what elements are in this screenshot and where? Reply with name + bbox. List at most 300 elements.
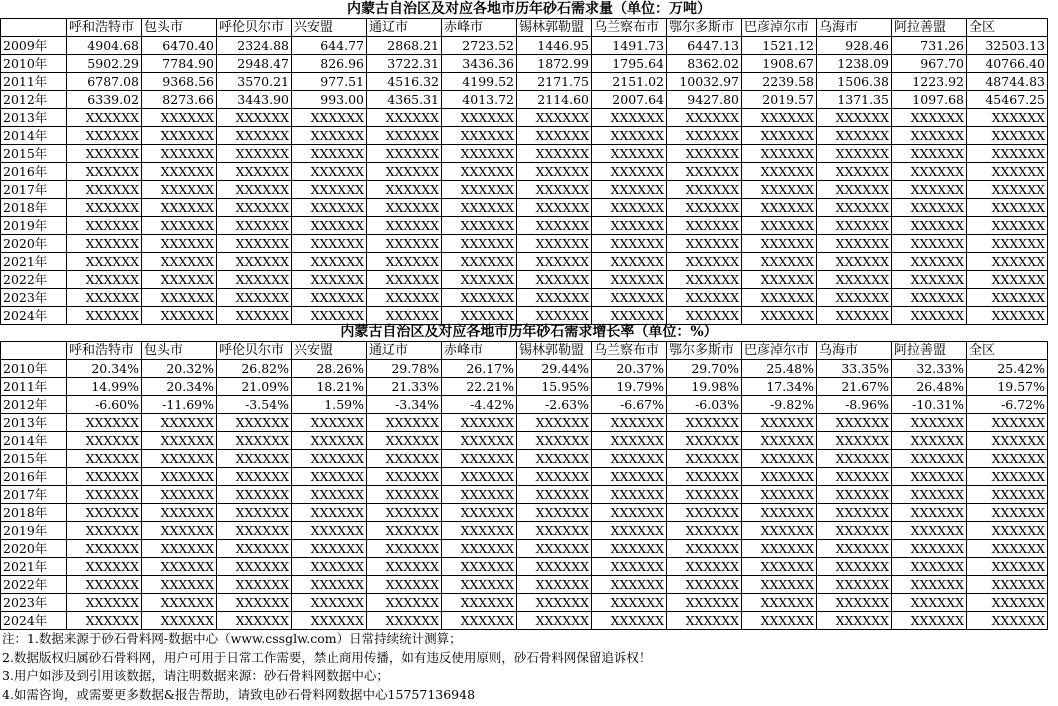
- value-cell[interactable]: XXXXXX: [67, 199, 142, 217]
- value-cell[interactable]: 6787.08: [67, 73, 142, 91]
- value-cell[interactable]: XXXXXX: [442, 217, 517, 235]
- value-cell[interactable]: XXXXXX: [67, 450, 142, 468]
- value-cell[interactable]: 20.34%: [67, 360, 142, 378]
- value-cell[interactable]: XXXXXX: [142, 217, 217, 235]
- value-cell[interactable]: XXXXXX: [592, 217, 667, 235]
- value-cell[interactable]: XXXXXX: [742, 163, 817, 181]
- year-cell[interactable]: 2015年: [1, 450, 67, 468]
- value-cell[interactable]: XXXXXX: [292, 271, 367, 289]
- value-cell[interactable]: 2239.58: [742, 73, 817, 91]
- value-cell[interactable]: XXXXXX: [817, 468, 892, 486]
- value-cell[interactable]: XXXXXX: [217, 163, 292, 181]
- year-cell[interactable]: 2011年: [1, 378, 67, 396]
- value-cell[interactable]: XXXXXX: [142, 558, 217, 576]
- value-cell[interactable]: XXXXXX: [367, 163, 442, 181]
- value-cell[interactable]: XXXXXX: [517, 145, 592, 163]
- value-cell[interactable]: XXXXXX: [142, 199, 217, 217]
- value-cell[interactable]: XXXXXX: [892, 432, 967, 450]
- year-cell[interactable]: 2022年: [1, 271, 67, 289]
- value-cell[interactable]: XXXXXX: [592, 307, 667, 325]
- value-cell[interactable]: XXXXXX: [967, 540, 1048, 558]
- value-cell[interactable]: 731.26: [892, 37, 967, 55]
- value-cell[interactable]: XXXXXX: [892, 109, 967, 127]
- value-cell[interactable]: XXXXXX: [217, 199, 292, 217]
- value-cell[interactable]: XXXXXX: [292, 199, 367, 217]
- value-cell[interactable]: -6.60%: [67, 396, 142, 414]
- value-cell[interactable]: XXXXXX: [967, 181, 1048, 199]
- value-cell[interactable]: XXXXXX: [292, 109, 367, 127]
- value-cell[interactable]: XXXXXX: [667, 576, 742, 594]
- value-cell[interactable]: 4199.52: [442, 73, 517, 91]
- year-cell[interactable]: 2013年: [1, 414, 67, 432]
- value-cell[interactable]: XXXXXX: [667, 289, 742, 307]
- value-cell[interactable]: -3.34%: [367, 396, 442, 414]
- value-cell[interactable]: XXXXXX: [817, 486, 892, 504]
- value-cell[interactable]: 17.34%: [742, 378, 817, 396]
- value-cell[interactable]: XXXXXX: [667, 612, 742, 630]
- value-cell[interactable]: XXXXXX: [367, 540, 442, 558]
- value-cell[interactable]: XXXXXX: [592, 271, 667, 289]
- value-cell[interactable]: 3443.90: [217, 91, 292, 109]
- value-cell[interactable]: 4365.31: [367, 91, 442, 109]
- value-cell[interactable]: XXXXXX: [817, 199, 892, 217]
- value-cell[interactable]: 19.57%: [967, 378, 1048, 396]
- column-header[interactable]: 包头市: [142, 19, 217, 37]
- year-cell[interactable]: 2024年: [1, 612, 67, 630]
- value-cell[interactable]: XXXXXX: [742, 576, 817, 594]
- value-cell[interactable]: XXXXXX: [367, 127, 442, 145]
- column-header[interactable]: 巴彦淖尔市: [742, 19, 817, 37]
- value-cell[interactable]: XXXXXX: [592, 594, 667, 612]
- value-cell[interactable]: XXXXXX: [967, 414, 1048, 432]
- value-cell[interactable]: XXXXXX: [892, 217, 967, 235]
- column-header[interactable]: 锡林郭勒盟: [517, 342, 592, 360]
- value-cell[interactable]: XXXXXX: [967, 199, 1048, 217]
- value-cell[interactable]: XXXXXX: [292, 450, 367, 468]
- value-cell[interactable]: XXXXXX: [142, 468, 217, 486]
- value-cell[interactable]: 1371.35: [817, 91, 892, 109]
- value-cell[interactable]: XXXXXX: [592, 253, 667, 271]
- column-header[interactable]: 阿拉善盟: [892, 19, 967, 37]
- value-cell[interactable]: 26.48%: [892, 378, 967, 396]
- value-cell[interactable]: XXXXXX: [292, 612, 367, 630]
- year-cell[interactable]: 2012年: [1, 396, 67, 414]
- value-cell[interactable]: 14.99%: [67, 378, 142, 396]
- value-cell[interactable]: 3570.21: [217, 73, 292, 91]
- year-cell[interactable]: 2015年: [1, 145, 67, 163]
- value-cell[interactable]: XXXXXX: [817, 127, 892, 145]
- value-cell[interactable]: 5902.29: [67, 55, 142, 73]
- value-cell[interactable]: XXXXXX: [742, 468, 817, 486]
- value-cell[interactable]: XXXXXX: [442, 235, 517, 253]
- value-cell[interactable]: XXXXXX: [967, 594, 1048, 612]
- value-cell[interactable]: 2151.02: [592, 73, 667, 91]
- value-cell[interactable]: XXXXXX: [742, 127, 817, 145]
- value-cell[interactable]: XXXXXX: [667, 468, 742, 486]
- value-cell[interactable]: XXXXXX: [442, 522, 517, 540]
- value-cell[interactable]: XXXXXX: [367, 181, 442, 199]
- value-cell[interactable]: XXXXXX: [442, 540, 517, 558]
- value-cell[interactable]: XXXXXX: [667, 432, 742, 450]
- value-cell[interactable]: XXXXXX: [817, 181, 892, 199]
- value-cell[interactable]: XXXXXX: [142, 109, 217, 127]
- value-cell[interactable]: 25.48%: [742, 360, 817, 378]
- value-cell[interactable]: 6470.40: [142, 37, 217, 55]
- value-cell[interactable]: XXXXXX: [292, 307, 367, 325]
- corner-cell[interactable]: [1, 19, 67, 37]
- value-cell[interactable]: XXXXXX: [667, 235, 742, 253]
- value-cell[interactable]: -6.72%: [967, 396, 1048, 414]
- column-header[interactable]: 通辽市: [367, 342, 442, 360]
- year-cell[interactable]: 2014年: [1, 432, 67, 450]
- year-cell[interactable]: 2012年: [1, 91, 67, 109]
- value-cell[interactable]: XXXXXX: [142, 612, 217, 630]
- value-cell[interactable]: 3436.36: [442, 55, 517, 73]
- column-header[interactable]: 乌兰察布市: [592, 342, 667, 360]
- value-cell[interactable]: XXXXXX: [367, 450, 442, 468]
- value-cell[interactable]: XXXXXX: [892, 468, 967, 486]
- value-cell[interactable]: XXXXXX: [892, 307, 967, 325]
- value-cell[interactable]: 18.21%: [292, 378, 367, 396]
- value-cell[interactable]: XXXXXX: [667, 181, 742, 199]
- value-cell[interactable]: XXXXXX: [742, 540, 817, 558]
- value-cell[interactable]: XXXXXX: [367, 235, 442, 253]
- value-cell[interactable]: XXXXXX: [517, 163, 592, 181]
- value-cell[interactable]: XXXXXX: [817, 558, 892, 576]
- value-cell[interactable]: XXXXXX: [742, 486, 817, 504]
- value-cell[interactable]: XXXXXX: [442, 109, 517, 127]
- value-cell[interactable]: XXXXXX: [442, 127, 517, 145]
- value-cell[interactable]: XXXXXX: [892, 540, 967, 558]
- value-cell[interactable]: XXXXXX: [367, 486, 442, 504]
- value-cell[interactable]: 6339.02: [67, 91, 142, 109]
- value-cell[interactable]: 21.33%: [367, 378, 442, 396]
- value-cell[interactable]: XXXXXX: [292, 522, 367, 540]
- value-cell[interactable]: 29.78%: [367, 360, 442, 378]
- value-cell[interactable]: 25.42%: [967, 360, 1048, 378]
- value-cell[interactable]: XXXXXX: [592, 235, 667, 253]
- value-cell[interactable]: XXXXXX: [592, 414, 667, 432]
- value-cell[interactable]: XXXXXX: [592, 450, 667, 468]
- value-cell[interactable]: XXXXXX: [967, 289, 1048, 307]
- year-cell[interactable]: 2022年: [1, 576, 67, 594]
- value-cell[interactable]: 32.33%: [892, 360, 967, 378]
- column-header[interactable]: 乌海市: [817, 342, 892, 360]
- value-cell[interactable]: XXXXXX: [742, 432, 817, 450]
- value-cell[interactable]: XXXXXX: [967, 145, 1048, 163]
- value-cell[interactable]: XXXXXX: [217, 486, 292, 504]
- value-cell[interactable]: 2114.60: [517, 91, 592, 109]
- value-cell[interactable]: XXXXXX: [592, 163, 667, 181]
- column-header[interactable]: 乌海市: [817, 19, 892, 37]
- value-cell[interactable]: XXXXXX: [217, 504, 292, 522]
- column-header[interactable]: 全区: [967, 19, 1048, 37]
- value-cell[interactable]: XXXXXX: [592, 109, 667, 127]
- value-cell[interactable]: XXXXXX: [742, 414, 817, 432]
- value-cell[interactable]: XXXXXX: [667, 271, 742, 289]
- value-cell[interactable]: XXXXXX: [817, 163, 892, 181]
- value-cell[interactable]: XXXXXX: [292, 217, 367, 235]
- value-cell[interactable]: XXXXXX: [817, 432, 892, 450]
- value-cell[interactable]: 1238.09: [817, 55, 892, 73]
- value-cell[interactable]: XXXXXX: [442, 289, 517, 307]
- value-cell[interactable]: XXXXXX: [217, 522, 292, 540]
- value-cell[interactable]: XXXXXX: [742, 450, 817, 468]
- value-cell[interactable]: XXXXXX: [892, 181, 967, 199]
- value-cell[interactable]: XXXXXX: [292, 504, 367, 522]
- value-cell[interactable]: XXXXXX: [67, 181, 142, 199]
- value-cell[interactable]: XXXXXX: [142, 127, 217, 145]
- value-cell[interactable]: 3722.31: [367, 55, 442, 73]
- value-cell[interactable]: XXXXXX: [592, 504, 667, 522]
- column-header[interactable]: 鄂尔多斯市: [667, 19, 742, 37]
- value-cell[interactable]: XXXXXX: [592, 181, 667, 199]
- value-cell[interactable]: XXXXXX: [592, 576, 667, 594]
- value-cell[interactable]: XXXXXX: [892, 558, 967, 576]
- value-cell[interactable]: XXXXXX: [292, 540, 367, 558]
- value-cell[interactable]: XXXXXX: [217, 289, 292, 307]
- value-cell[interactable]: XXXXXX: [517, 307, 592, 325]
- year-cell[interactable]: 2016年: [1, 163, 67, 181]
- value-cell[interactable]: XXXXXX: [667, 127, 742, 145]
- value-cell[interactable]: XXXXXX: [967, 450, 1048, 468]
- column-header[interactable]: 巴彦淖尔市: [742, 342, 817, 360]
- value-cell[interactable]: XXXXXX: [667, 450, 742, 468]
- value-cell[interactable]: XXXXXX: [742, 612, 817, 630]
- value-cell[interactable]: XXXXXX: [217, 217, 292, 235]
- value-cell[interactable]: XXXXXX: [442, 468, 517, 486]
- value-cell[interactable]: XXXXXX: [367, 576, 442, 594]
- value-cell[interactable]: XXXXXX: [217, 271, 292, 289]
- value-cell[interactable]: XXXXXX: [67, 217, 142, 235]
- value-cell[interactable]: XXXXXX: [217, 235, 292, 253]
- value-cell[interactable]: XXXXXX: [517, 504, 592, 522]
- value-cell[interactable]: XXXXXX: [367, 414, 442, 432]
- value-cell[interactable]: 19.79%: [592, 378, 667, 396]
- value-cell[interactable]: XXXXXX: [517, 253, 592, 271]
- value-cell[interactable]: 1223.92: [892, 73, 967, 91]
- value-cell[interactable]: XXXXXX: [667, 558, 742, 576]
- value-cell[interactable]: XXXXXX: [67, 307, 142, 325]
- value-cell[interactable]: 40766.40: [967, 55, 1048, 73]
- value-cell[interactable]: XXXXXX: [892, 522, 967, 540]
- year-cell[interactable]: 2016年: [1, 468, 67, 486]
- value-cell[interactable]: XXXXXX: [292, 576, 367, 594]
- value-cell[interactable]: XXXXXX: [292, 486, 367, 504]
- value-cell[interactable]: XXXXXX: [292, 414, 367, 432]
- value-cell[interactable]: 1491.73: [592, 37, 667, 55]
- value-cell[interactable]: XXXXXX: [217, 127, 292, 145]
- column-header[interactable]: 锡林郭勒盟: [517, 19, 592, 37]
- value-cell[interactable]: XXXXXX: [442, 145, 517, 163]
- value-cell[interactable]: XXXXXX: [667, 145, 742, 163]
- value-cell[interactable]: XXXXXX: [67, 540, 142, 558]
- value-cell[interactable]: 4904.68: [67, 37, 142, 55]
- value-cell[interactable]: XXXXXX: [517, 576, 592, 594]
- year-cell[interactable]: 2019年: [1, 522, 67, 540]
- value-cell[interactable]: XXXXXX: [367, 145, 442, 163]
- value-cell[interactable]: 4516.32: [367, 73, 442, 91]
- value-cell[interactable]: XXXXXX: [967, 486, 1048, 504]
- year-cell[interactable]: 2017年: [1, 181, 67, 199]
- value-cell[interactable]: XXXXXX: [892, 486, 967, 504]
- value-cell[interactable]: 20.34%: [142, 378, 217, 396]
- value-cell[interactable]: XXXXXX: [292, 235, 367, 253]
- value-cell[interactable]: XXXXXX: [367, 253, 442, 271]
- value-cell[interactable]: 2007.64: [592, 91, 667, 109]
- value-cell[interactable]: XXXXXX: [442, 450, 517, 468]
- value-cell[interactable]: 2019.57: [742, 91, 817, 109]
- year-cell[interactable]: 2019年: [1, 217, 67, 235]
- value-cell[interactable]: XXXXXX: [592, 486, 667, 504]
- value-cell[interactable]: XXXXXX: [892, 163, 967, 181]
- value-cell[interactable]: XXXXXX: [592, 199, 667, 217]
- value-cell[interactable]: 19.98%: [667, 378, 742, 396]
- value-cell[interactable]: XXXXXX: [742, 594, 817, 612]
- value-cell[interactable]: XXXXXX: [817, 271, 892, 289]
- value-cell[interactable]: XXXXXX: [667, 486, 742, 504]
- year-cell[interactable]: 2023年: [1, 594, 67, 612]
- value-cell[interactable]: XXXXXX: [292, 163, 367, 181]
- value-cell[interactable]: XXXXXX: [892, 271, 967, 289]
- value-cell[interactable]: XXXXXX: [892, 235, 967, 253]
- value-cell[interactable]: 28.26%: [292, 360, 367, 378]
- value-cell[interactable]: XXXXXX: [292, 468, 367, 486]
- value-cell[interactable]: XXXXXX: [142, 163, 217, 181]
- value-cell[interactable]: XXXXXX: [367, 109, 442, 127]
- value-cell[interactable]: XXXXXX: [67, 504, 142, 522]
- value-cell[interactable]: -4.42%: [442, 396, 517, 414]
- value-cell[interactable]: 8362.02: [667, 55, 742, 73]
- year-cell[interactable]: 2010年: [1, 55, 67, 73]
- value-cell[interactable]: 1446.95: [517, 37, 592, 55]
- value-cell[interactable]: 993.00: [292, 91, 367, 109]
- value-cell[interactable]: XXXXXX: [442, 486, 517, 504]
- value-cell[interactable]: XXXXXX: [217, 450, 292, 468]
- value-cell[interactable]: 1872.99: [517, 55, 592, 73]
- corner-cell[interactable]: [1, 342, 67, 360]
- value-cell[interactable]: XXXXXX: [367, 504, 442, 522]
- value-cell[interactable]: 2171.75: [517, 73, 592, 91]
- value-cell[interactable]: XXXXXX: [67, 522, 142, 540]
- value-cell[interactable]: XXXXXX: [967, 522, 1048, 540]
- column-header[interactable]: 呼和浩特市: [67, 342, 142, 360]
- value-cell[interactable]: 22.21%: [442, 378, 517, 396]
- column-header[interactable]: 赤峰市: [442, 19, 517, 37]
- value-cell[interactable]: 45467.25: [967, 91, 1048, 109]
- value-cell[interactable]: 2723.52: [442, 37, 517, 55]
- value-cell[interactable]: XXXXXX: [367, 307, 442, 325]
- value-cell[interactable]: XXXXXX: [817, 235, 892, 253]
- value-cell[interactable]: XXXXXX: [892, 594, 967, 612]
- value-cell[interactable]: XXXXXX: [292, 594, 367, 612]
- value-cell[interactable]: XXXXXX: [142, 450, 217, 468]
- value-cell[interactable]: XXXXXX: [67, 109, 142, 127]
- year-cell[interactable]: 2013年: [1, 109, 67, 127]
- value-cell[interactable]: XXXXXX: [517, 432, 592, 450]
- column-header[interactable]: 乌兰察布市: [592, 19, 667, 37]
- value-cell[interactable]: XXXXXX: [217, 594, 292, 612]
- value-cell[interactable]: XXXXXX: [67, 163, 142, 181]
- value-cell[interactable]: XXXXXX: [367, 289, 442, 307]
- value-cell[interactable]: XXXXXX: [67, 235, 142, 253]
- value-cell[interactable]: XXXXXX: [292, 127, 367, 145]
- value-cell[interactable]: XXXXXX: [67, 486, 142, 504]
- year-cell[interactable]: 2018年: [1, 199, 67, 217]
- column-header[interactable]: 呼和浩特市: [67, 19, 142, 37]
- value-cell[interactable]: XXXXXX: [667, 217, 742, 235]
- value-cell[interactable]: 1.59%: [292, 396, 367, 414]
- value-cell[interactable]: XXXXXX: [742, 217, 817, 235]
- value-cell[interactable]: 8273.66: [142, 91, 217, 109]
- value-cell[interactable]: 15.95%: [517, 378, 592, 396]
- year-cell[interactable]: 2021年: [1, 253, 67, 271]
- value-cell[interactable]: XXXXXX: [142, 594, 217, 612]
- value-cell[interactable]: XXXXXX: [217, 468, 292, 486]
- value-cell[interactable]: XXXXXX: [967, 432, 1048, 450]
- value-cell[interactable]: XXXXXX: [142, 486, 217, 504]
- value-cell[interactable]: XXXXXX: [442, 558, 517, 576]
- value-cell[interactable]: XXXXXX: [817, 540, 892, 558]
- value-cell[interactable]: 1097.68: [892, 91, 967, 109]
- value-cell[interactable]: XXXXXX: [967, 235, 1048, 253]
- column-header[interactable]: 阿拉善盟: [892, 342, 967, 360]
- value-cell[interactable]: XXXXXX: [67, 468, 142, 486]
- value-cell[interactable]: XXXXXX: [67, 576, 142, 594]
- value-cell[interactable]: XXXXXX: [742, 271, 817, 289]
- value-cell[interactable]: XXXXXX: [817, 576, 892, 594]
- value-cell[interactable]: XXXXXX: [817, 217, 892, 235]
- value-cell[interactable]: XXXXXX: [217, 576, 292, 594]
- value-cell[interactable]: XXXXXX: [67, 145, 142, 163]
- value-cell[interactable]: 9368.56: [142, 73, 217, 91]
- value-cell[interactable]: XXXXXX: [142, 432, 217, 450]
- column-header[interactable]: 包头市: [142, 342, 217, 360]
- value-cell[interactable]: XXXXXX: [442, 163, 517, 181]
- value-cell[interactable]: 21.67%: [817, 378, 892, 396]
- value-cell[interactable]: 26.82%: [217, 360, 292, 378]
- year-cell[interactable]: 2020年: [1, 235, 67, 253]
- value-cell[interactable]: 32503.13: [967, 37, 1048, 55]
- value-cell[interactable]: XXXXXX: [517, 109, 592, 127]
- value-cell[interactable]: XXXXXX: [442, 504, 517, 522]
- value-cell[interactable]: XXXXXX: [142, 414, 217, 432]
- value-cell[interactable]: XXXXXX: [892, 145, 967, 163]
- value-cell[interactable]: XXXXXX: [142, 522, 217, 540]
- value-cell[interactable]: 29.70%: [667, 360, 742, 378]
- value-cell[interactable]: XXXXXX: [217, 109, 292, 127]
- value-cell[interactable]: -8.96%: [817, 396, 892, 414]
- value-cell[interactable]: XXXXXX: [592, 145, 667, 163]
- value-cell[interactable]: XXXXXX: [667, 199, 742, 217]
- value-cell[interactable]: XXXXXX: [142, 540, 217, 558]
- value-cell[interactable]: XXXXXX: [67, 612, 142, 630]
- value-cell[interactable]: XXXXXX: [517, 217, 592, 235]
- value-cell[interactable]: XXXXXX: [517, 235, 592, 253]
- value-cell[interactable]: XXXXXX: [592, 468, 667, 486]
- column-header[interactable]: 兴安盟: [292, 342, 367, 360]
- value-cell[interactable]: XXXXXX: [442, 612, 517, 630]
- value-cell[interactable]: XXXXXX: [967, 558, 1048, 576]
- value-cell[interactable]: -10.31%: [892, 396, 967, 414]
- value-cell[interactable]: 977.51: [292, 73, 367, 91]
- value-cell[interactable]: XXXXXX: [442, 432, 517, 450]
- value-cell[interactable]: -3.54%: [217, 396, 292, 414]
- value-cell[interactable]: -6.03%: [667, 396, 742, 414]
- value-cell[interactable]: XXXXXX: [967, 307, 1048, 325]
- value-cell[interactable]: XXXXXX: [292, 253, 367, 271]
- value-cell[interactable]: XXXXXX: [667, 414, 742, 432]
